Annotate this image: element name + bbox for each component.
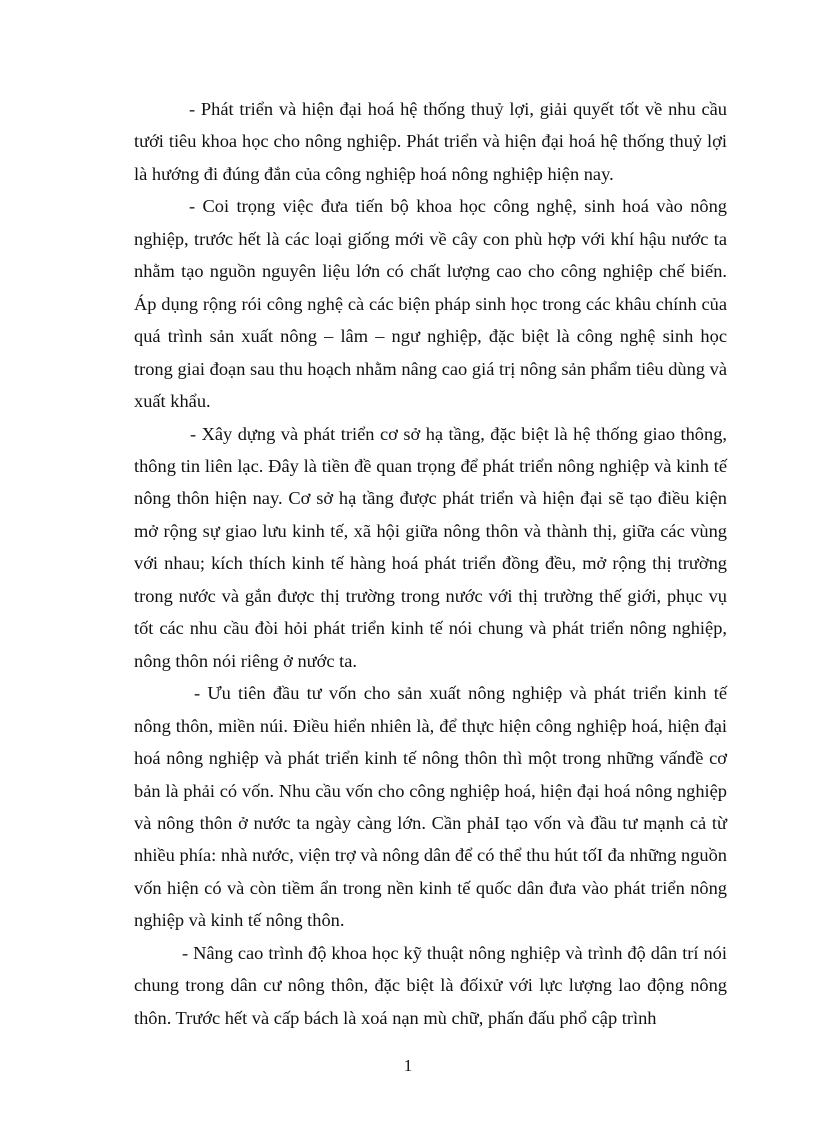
paragraph-investment: - Ưu tiên đầu tư vốn cho sản xuất nông nghiệp và phát triển kinh tế nông thôn, miền núi. Điều hiển nhiên là, để thực hiện công nghiệp hoá, hiện đại hoá nông nghiệp và phát triển kinh tế nông thôn thì một trong những vấnđề cơ bản là phải có vốn. Nhu cầu vốn cho công nghiệp hoá, hiện đại hoá nông nghiệp và nông thôn ở nước ta ngày càng lớn. Cần phảI tạo vốn và đầu tư mạnh cả từ nhiều phía: nhà nước, viện trợ và nông dân để có thể thu hút tốI đa những nguồn vốn hiện có và còn tiềm ẩn trong nền kinh tế quốc dân đưa vào phát triển nông nghiệp và kinh tế nông thôn. [134,683,727,931]
document-body [134,93,727,1034]
paragraph-education: - Nâng cao trình độ khoa học kỹ thuật nông nghiệp và trình độ dân trí nói chung trong dân cư nông thôn, đặc biệt là đốixử với lực lượng lao động nông thôn. Trước hết và cấp bách là xoá nạn mù chữ, phấn đấu phổ cập trình [134,942,727,1028]
paragraph-infrastructure: - Xây dựng và phát triển cơ sở hạ tầng, đặc biệt là hệ thống giao thông, thông tin liên lạc. Đây là tiền đề quan trọng để phát triển nông nghiệp và kinh tế nông thôn hiện nay. Cơ sở hạ tầng được phát triển và hiện đại sẽ tạo điều kiện mở rộng sự giao lưu kinh tế, xã hội giữa nông thôn và thành thị, giữa các vùng với nhau; kích thích kinh tế hàng hoá phát triển đồng đều, mở rộng thị trường trong nước và gắn được thị trường trong nước với thị trường thế giới, phục vụ tốt các nhu cầu đòi hỏi phát triển kinh tế nói chung và phát triển nông nghiệp, nông thôn nói riêng ở nước ta. [134,423,727,671]
paragraph-science-technology: - Coi trọng việc đưa tiến bộ khoa học công nghệ, sinh hoá vào nông nghiệp, trước hết là các loại giống mới về cây con phù hợp với khí hậu nước ta nhằm tạo nguồn nguyên liệu lớn có chất lượng cao cho công nghiệp chế biến. Áp dụng rộng rói công nghệ cà các biện pháp sinh học trong các khâu chính của quá trình sản xuất nông – lâm – ngư nghiệp, đặc biệt là công nghệ sinh học trong giai đoạn sau thu hoạch nhằm nâng cao giá trị nông sản phẩm tiêu dùng và xuất khẩu. [134,196,727,412]
page-number: 1 [403,1056,413,1075]
paragraph-irrigation: - Phát triển và hiện đại hoá hệ thống thuỷ lợi, giải quyết tốt về nhu cầu tưới tiêu khoa học cho nông nghiệp. Phát triển và hiện đại hoá hệ thống thuỷ lợi là hướng đi đúng đắn của công nghiệp hoá nông nghiệp hiện nay. [134,99,727,184]
